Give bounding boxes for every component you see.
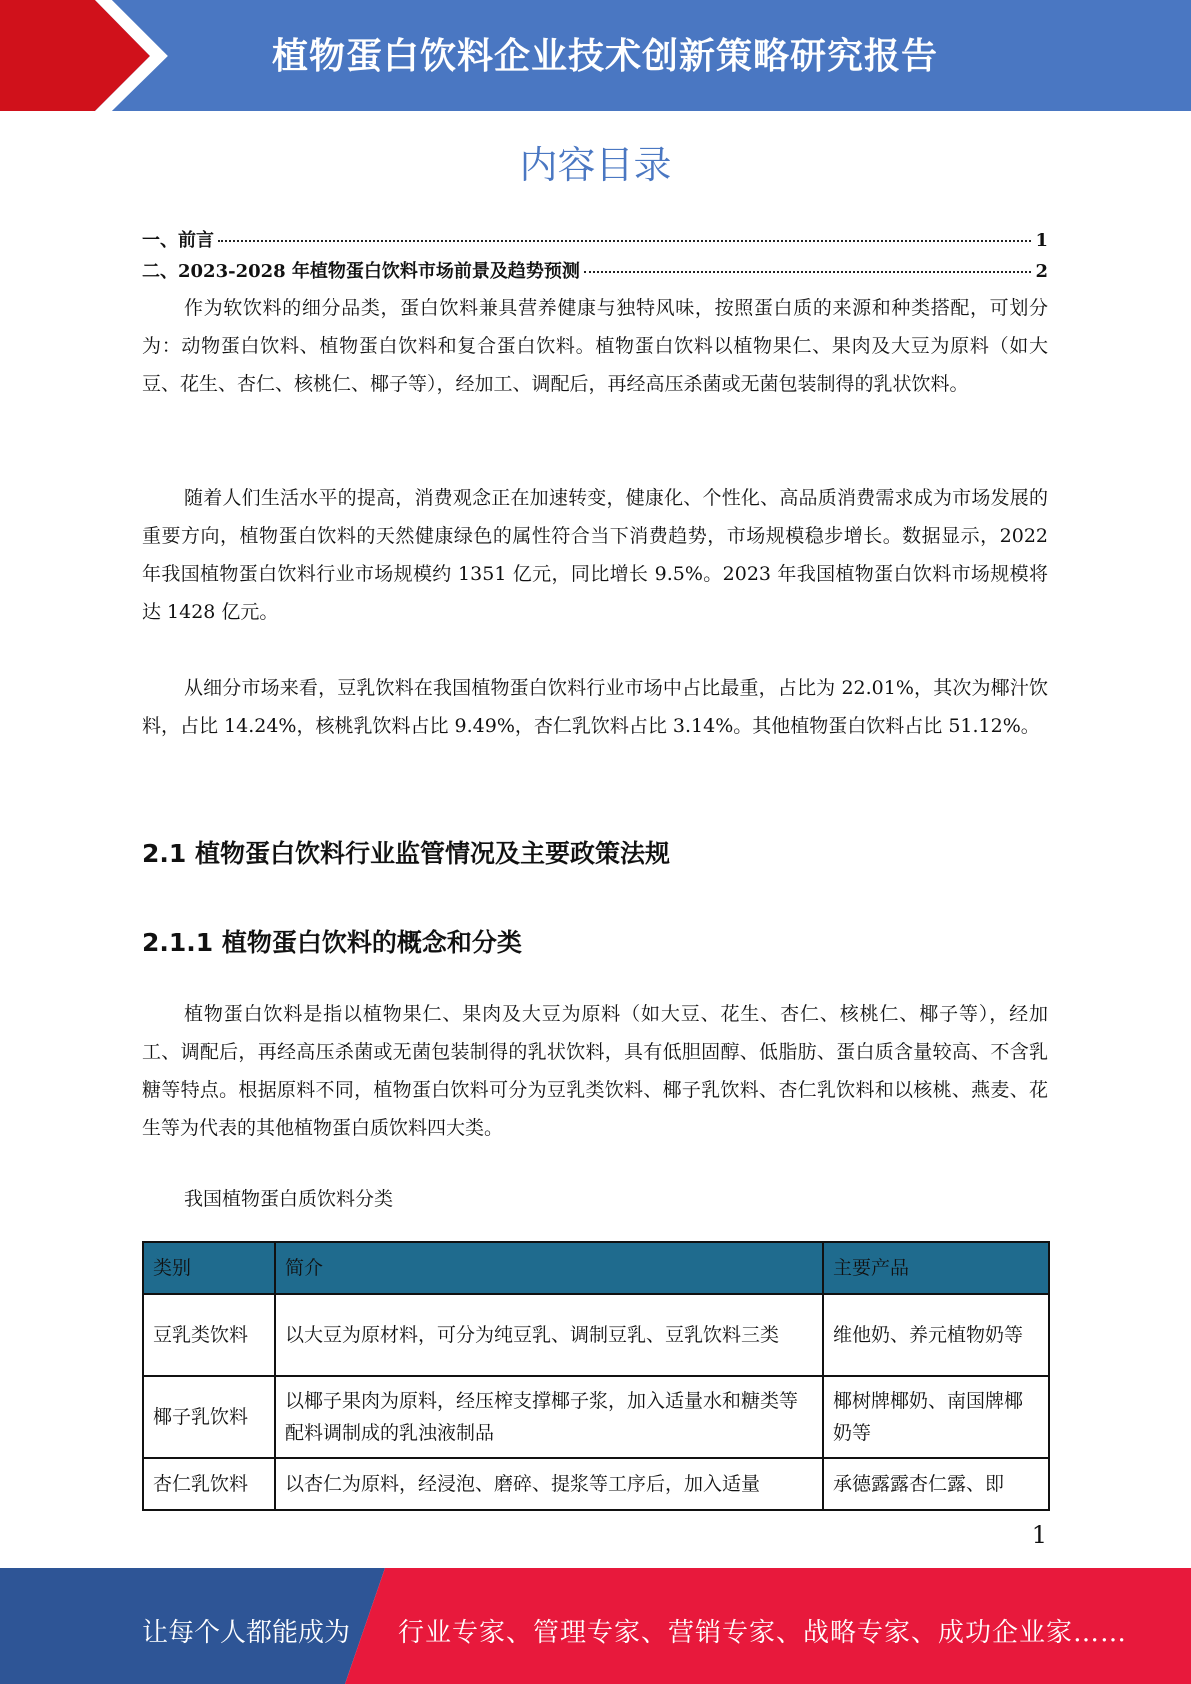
page-number: 1 — [1031, 1521, 1047, 1549]
table-cell-products: 承德露露杏仁露、即 — [823, 1458, 1049, 1510]
table-caption: 我国植物蛋白质饮料分类 — [184, 1188, 394, 1210]
table-cell-description: 以椰子果肉为原料，经压榨支撑椰子浆，加入适量水和糖类等配料调制成的乳浊液制品 — [275, 1376, 823, 1458]
toc-item-page: 2 — [1035, 261, 1048, 282]
table-cell-products: 椰树牌椰奶、南国牌椰奶等 — [823, 1376, 1049, 1458]
table-cell-category: 杏仁乳饮料 — [143, 1458, 275, 1510]
toc-item-market-forecast[interactable] — [142, 257, 1048, 283]
toc-item-label: 一、前言 — [142, 230, 214, 251]
footer-slogan-left: 让每个人都能成为 — [142, 1618, 351, 1648]
page-footer — [0, 1568, 1191, 1684]
toc-item-page: 1 — [1035, 230, 1048, 251]
footer-slogan-right: 行业专家、管理专家、营销专家、战略专家、成功企业家…… — [398, 1618, 1128, 1648]
table-row — [143, 1458, 1049, 1510]
header-title: 植物蛋白饮料企业技术创新策略研究报告 — [271, 36, 938, 77]
toc-item-preface[interactable] — [142, 226, 1048, 252]
table-row — [143, 1294, 1049, 1376]
section-heading-2-1: 2.1 植物蛋白饮料行业监管情况及主要政策法规 — [142, 839, 670, 868]
table-row — [143, 1376, 1049, 1458]
toc-leader-dots — [584, 271, 1032, 273]
paragraph-definition: 植物蛋白饮料是指以植物果仁、果肉及大豆为原料（如大豆、花生、杏仁、核桃仁、椰子等），经加工、调配后，再经高压杀菌或无菌包装制得的乳状饮料，具有低胆固醇、低脂肪、蛋白质含量较高、不含乳糖等特点。根据原料不同，植物蛋白饮料可分为豆乳类饮料、椰子乳饮料、杏仁乳饮料和以核桃、燕麦、花生等为代表的其他植物蛋白质饮料四大类。 — [142, 1003, 1048, 1139]
toc-item-label: 二、2023-2028 年植物蛋白饮料市场前景及趋势预测 — [142, 261, 580, 282]
table-header-description: 简介 — [275, 1242, 823, 1294]
paragraph-intro: 作为软饮料的细分品类，蛋白饮料兼具营养健康与独特风味，按照蛋白质的来源和种类搭配，可划分为：动物蛋白饮料、植物蛋白饮料和复合蛋白饮料。植物蛋白饮料以植物果仁、果肉及大豆为原料（如大豆、花生、杏仁、核桃仁、椰子等），经加工、调配后，再经高压杀菌或无菌包装制得的乳状饮料。 — [142, 297, 1048, 395]
table-header-row — [143, 1242, 1049, 1294]
table-cell-description: 以杏仁为原料，经浸泡、磨碎、提浆等工序后，加入适量 — [275, 1458, 823, 1510]
section-heading-2-1-1: 2.1.1 植物蛋白饮料的概念和分类 — [142, 928, 522, 957]
table-header-products: 主要产品 — [823, 1242, 1049, 1294]
table-cell-category: 椰子乳饮料 — [143, 1376, 275, 1458]
paragraph-market-size: 随着人们生活水平的提高，消费观念正在加速转变，健康化、个性化、高品质消费需求成为市场发展的重要方向，植物蛋白饮料的天然健康绿色的属性符合当下消费趋势，市场规模稳步增长。数据显示，2022 年我国植物蛋白饮料行业市场规模约 1351 亿元，同比增长 9.5%。2023 年我国植物蛋白饮料市场规模将达 1428 亿元。 — [142, 487, 1048, 623]
toc-leader-dots — [218, 240, 1031, 242]
table-header-category: 类别 — [143, 1242, 275, 1294]
table-cell-category: 豆乳类饮料 — [143, 1294, 275, 1376]
paragraph-segments: 从细分市场来看，豆乳饮料在我国植物蛋白饮料行业市场中占比最重，占比为 22.01%，其次为椰汁饮料，占比 14.24%，核桃乳饮料占比 9.49%，杏仁乳饮料占比 3.14%。其他植物蛋白饮料占比 51.12%。 — [142, 677, 1048, 737]
page-header — [0, 0, 1191, 111]
table-cell-description: 以大豆为原材料，可分为纯豆乳、调制豆乳、豆乳饮料三类 — [275, 1294, 823, 1376]
classification-table — [142, 1241, 1050, 1511]
toc-title: 内容目录 — [519, 143, 672, 187]
table-cell-products: 维他奶、养元植物奶等 — [823, 1294, 1049, 1376]
